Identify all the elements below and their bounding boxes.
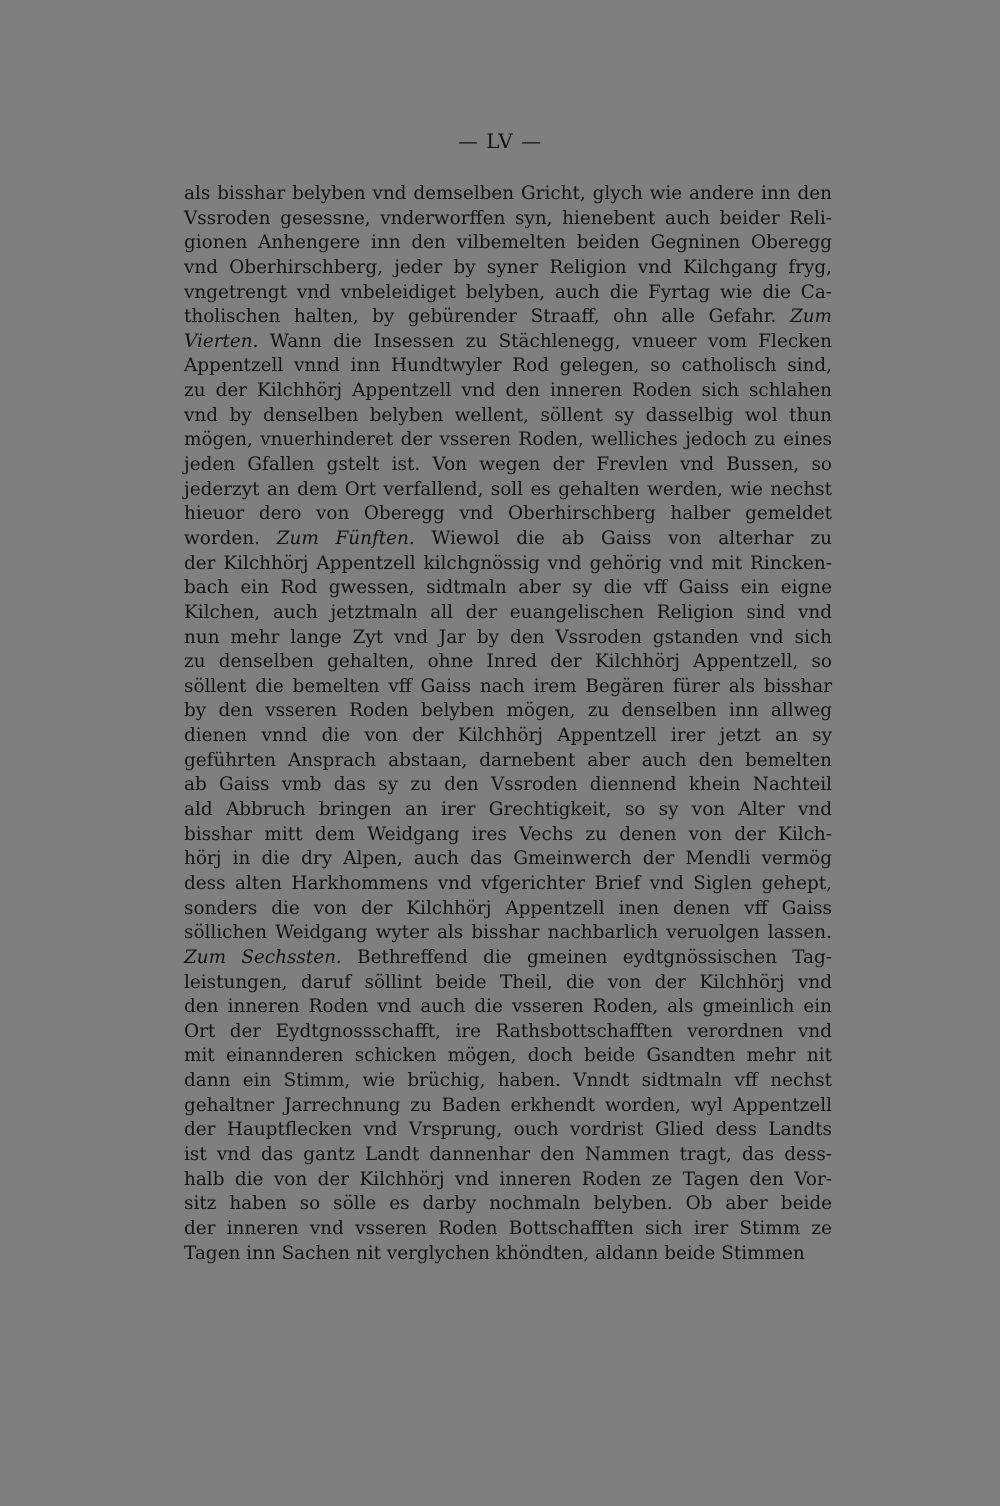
text-line xyxy=(184,1242,832,1267)
text-line xyxy=(184,354,832,379)
text-line xyxy=(184,897,832,922)
text-line xyxy=(184,552,832,577)
text-line xyxy=(184,773,832,798)
italic-heading: Zum xyxy=(789,306,832,328)
text-segment: sonders die von der Kilchhörj Appentzell inen denen vff Gaiss xyxy=(184,897,832,919)
text-segment: leistungen, daruf söllint beide Theil, die von der Kilchhörj vnd xyxy=(184,971,832,993)
text-segment: gehaltner Jarrechnung zu Baden erkhendt worden, wyl Appentzell xyxy=(184,1094,832,1116)
italic-heading: Zum Fünften. xyxy=(276,527,415,549)
text-segment: jederzyt an dem Ort verfallend, soll es gehalten werden, wie nechst xyxy=(184,478,832,500)
text-line xyxy=(184,995,832,1020)
text-line xyxy=(184,626,832,651)
text-segment: jeden Gfallen gstelt ist. Von wegen der Frevlen vnd Bussen, so xyxy=(184,454,832,476)
text-segment: Appentzell vnnd inn Hundtwyler Rod gelegen, so catholisch sind, xyxy=(184,355,832,377)
text-line xyxy=(184,1192,832,1217)
text-segment: der Kilchhörj Appentzell kilchgnössig vnd gehörig vnd mit Rincken- xyxy=(184,552,832,574)
text-segment: Ort der Eydtgnossschafft, ire Rathsbottschafften verordnen vnd xyxy=(184,1020,832,1042)
text-segment: ald Abbruch bringen an irer Grechtigkeit, so sy von Alter vnd xyxy=(184,799,832,821)
text-line xyxy=(184,675,832,700)
text-line xyxy=(184,576,832,601)
text-segment: söllichen Weidgang wyter als bisshar nachbarlich veruolgen lassen. xyxy=(184,922,832,944)
text-segment: sitz haben so sölle es darby nochmaln belyben. Ob aber beide xyxy=(184,1193,832,1215)
text-line xyxy=(184,971,832,996)
text-segment: zu denselben gehalten, ohne Inred der Kilchhörj Appentzell, so xyxy=(184,651,832,673)
text-segment: Wiewol die ab Gaiss von alterhar zu xyxy=(414,527,832,549)
text-line xyxy=(184,847,832,872)
text-segment: ist vnd das gantz Landt dannenhar den Nammen tragt, das dess- xyxy=(184,1143,832,1165)
text-line xyxy=(184,1217,832,1242)
text-line xyxy=(184,699,832,724)
text-segment: Bethreffend die gmeinen eydtgnössischen Tag- xyxy=(341,946,833,968)
text-segment: Kilchen, auch jetztmaln all der euangelischen Religion sind vnd xyxy=(184,601,832,623)
text-segment: Tagen inn Sachen nit verglychen khöndten, aldann beide Stimmen xyxy=(184,1242,805,1264)
text-segment: by den vsseren Roden belyben mögen, zu denselben inn allweg xyxy=(184,700,832,722)
text-segment: gionen Anhengere inn den vilbemelten beiden Gegninen Oberegg xyxy=(184,232,832,254)
text-segment: als bisshar belyben vnd demselben Gricht, glych wie andere inn den xyxy=(184,183,832,204)
text-line xyxy=(184,379,832,404)
text-segment: dienen vnnd die von der Kilchhörj Appentzell irer jetzt an sy xyxy=(184,725,832,747)
text-line xyxy=(184,798,832,823)
text-line xyxy=(184,330,832,355)
text-line xyxy=(184,502,832,527)
text-segment: bisshar mitt dem Weidgang ires Vechs zu denen von der Kilch- xyxy=(184,823,832,845)
italic-heading: Vierten. xyxy=(184,330,259,352)
text-line xyxy=(184,1143,832,1168)
text-line xyxy=(184,823,832,848)
text-line xyxy=(184,921,832,946)
text-segment: mit einannderen schicken mögen, doch beide Gsandten mehr nit xyxy=(184,1045,832,1067)
text-line xyxy=(184,231,832,256)
text-segment: dess alten Harkhommens vnd vfgerichter Brief vnd Siglen gehept, xyxy=(184,872,832,894)
page-number: — LV — xyxy=(457,129,543,153)
text-segment: hieuor dero von Oberegg vnd Oberhirschberg halber gemeldet xyxy=(184,503,832,525)
text-segment: hörj in die dry Alpen, auch das Gmeinwerch der Mendli vermög xyxy=(184,848,832,870)
text-segment: nun mehr lange Zyt vnd Jar by den Vssroden gstanden vnd sich xyxy=(184,626,832,648)
text-line xyxy=(184,453,832,478)
text-segment: den inneren Roden vnd auch die vsseren Roden, als gmeinlich ein xyxy=(184,996,832,1018)
text-segment: söllent die bemelten vff Gaiss nach irem Begären fürer als bisshar xyxy=(184,675,832,697)
text-line xyxy=(184,256,832,281)
text-segment: geführten Ansprach abstaan, darnebent aber auch den bemelten xyxy=(184,749,832,771)
text-line xyxy=(184,281,832,306)
page-number-header xyxy=(0,127,1000,155)
text-segment: tholischen halten, by gebürender Straaff, ohn alle Gefahr. xyxy=(184,306,790,328)
text-segment: bach ein Rod gwessen, sidtmaln aber sy die vff Gaiss ein eigne xyxy=(184,577,832,599)
italic-heading: Zum Sechssten. xyxy=(184,946,342,968)
text-segment: zu der Kilchhörj Appentzell vnd den inneren Roden sich schlahen xyxy=(184,380,832,402)
text-segment: worden. xyxy=(184,527,277,549)
text-line xyxy=(184,724,832,749)
text-segment: Vssroden gesessne, vnderworffen syn, hienebent auch beider Reli- xyxy=(184,207,832,229)
text-line xyxy=(184,650,832,675)
body-text xyxy=(184,182,832,1266)
text-line xyxy=(184,946,832,971)
text-line xyxy=(184,1020,832,1045)
text-line xyxy=(184,749,832,774)
text-line xyxy=(184,478,832,503)
text-line xyxy=(184,1118,832,1143)
text-line xyxy=(184,1168,832,1193)
text-segment: dann ein Stimm, wie brüchig, haben. Vnndt sidtmaln vff nechst xyxy=(184,1070,832,1092)
text-segment: vngetrengt vnd vnbeleidiget belyben, auch die Fyrtag wie die Ca- xyxy=(184,281,832,303)
text-line xyxy=(184,1044,832,1069)
text-line xyxy=(184,1094,832,1119)
text-segment: der Hauptflecken vnd Vrsprung, ouch vordrist Glied dess Landts xyxy=(184,1119,832,1141)
text-segment: halb die von der Kilchhörj vnd inneren Roden ze Tagen den Vor- xyxy=(184,1168,832,1190)
text-segment: mögen, vnuerhinderet der vsseren Roden, welliches jedoch zu eines xyxy=(184,429,832,451)
text-line xyxy=(184,1069,832,1094)
text-segment: der inneren vnd vsseren Roden Bottschafften sich irer Stimm ze xyxy=(184,1217,832,1239)
text-line xyxy=(184,207,832,232)
text-line xyxy=(184,428,832,453)
text-line xyxy=(184,305,832,330)
text-segment: Wann die Insessen zu Stächlenegg, vnueer vom Flecken xyxy=(258,330,832,352)
text-line xyxy=(184,527,832,552)
text-segment: vnd Oberhirschberg, jeder by syner Religion vnd Kilchgang fryg, xyxy=(184,256,832,278)
text-segment: ab Gaiss vmb das sy zu den Vssroden diennend khein Nachteil xyxy=(184,774,832,796)
text-line xyxy=(184,182,832,207)
text-segment: vnd by denselben belyben wellent, söllent sy dasselbig wol thun xyxy=(184,404,832,426)
text-line xyxy=(184,872,832,897)
text-line xyxy=(184,404,832,429)
text-line xyxy=(184,601,832,626)
